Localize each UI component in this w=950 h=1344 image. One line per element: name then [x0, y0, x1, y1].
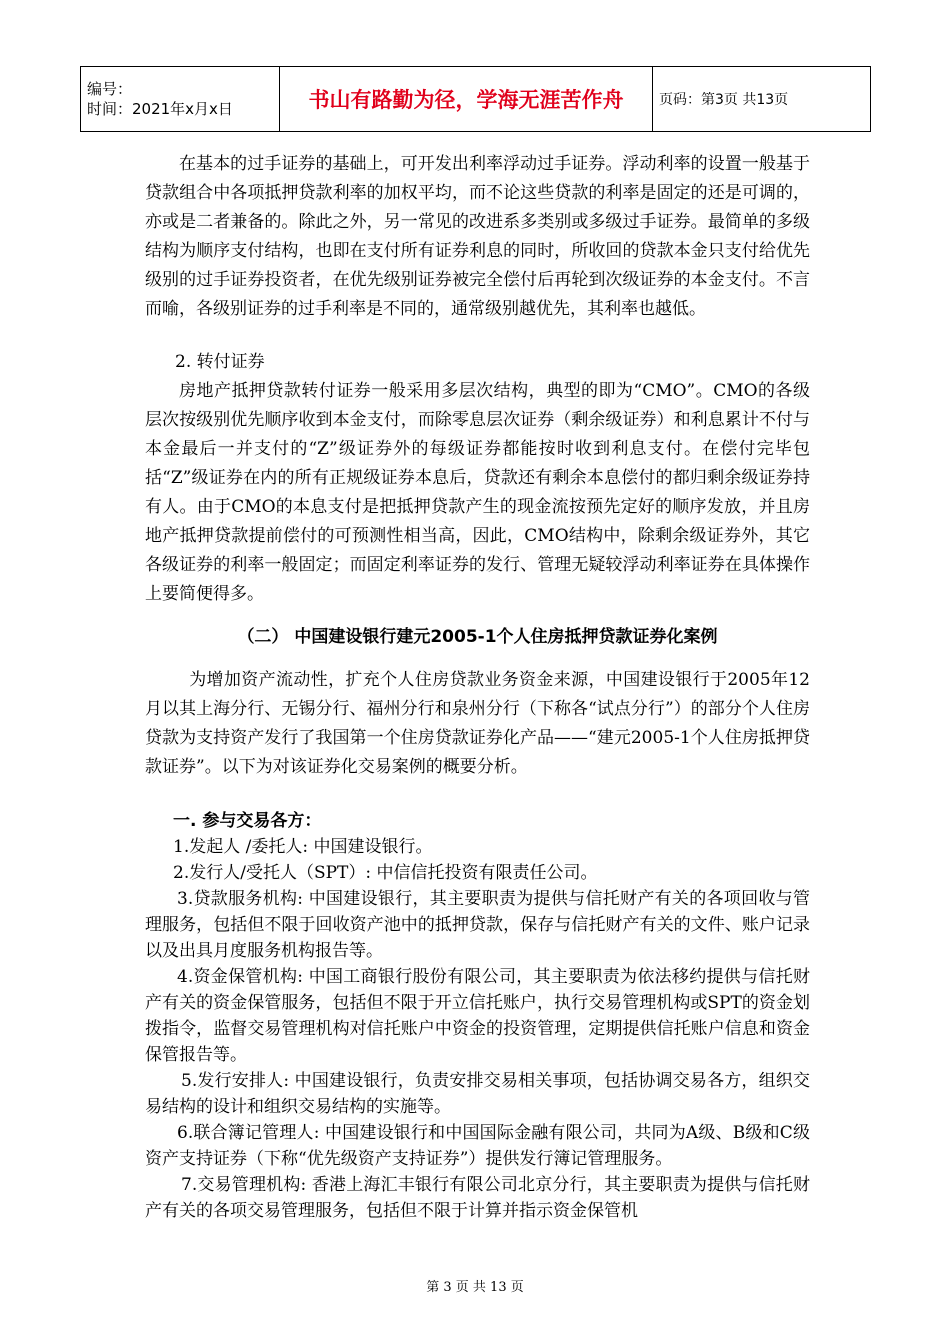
doc-date-label: 时间：2021年x月x日	[87, 100, 233, 118]
list-item-6: 6.联合簿记管理人: 中国建设银行和中国国际金融有限公司，共同为A级、B级和C级资产支持证券（下称“优先级资产支持证券”）提供发行簿记管理服务。	[145, 1123, 810, 1169]
list-item-4: 4.资金保管机构: 中国工商银行股份有限公司，其主要职责为依法移约提供与信托财产有关的资金保管服务，包括但不限于开立信托账户，执行交易管理机构或SPT的资金划拨指令，监督交易管理机构对信托账户中资金的投资管理，定期提供信托账户信息和资金保管报告等。	[145, 967, 810, 1065]
list-item-7: 7.交易管理机构: 香港上海汇丰银行有限公司北京分行，其主要职责为提供与信托财产有关的各项交易管理服务，包括但不限于计算并指示资金保管机	[145, 1175, 810, 1221]
header-table	[80, 66, 871, 132]
document-body	[145, 150, 810, 1224]
subheading-parties: 一. 参与交易各方：	[173, 811, 322, 831]
header-page-info: 页码：第3页 共13页	[653, 67, 871, 132]
header-meta	[81, 67, 280, 132]
paragraph-case-intro: 为增加资产流动性，扩充个人住房贷款业务资金来源，中国建设银行于2005年12月以其上海分行、无锡分行、福州分行和泉州分行（下称各“试点分行”）的部分个人住房贷款为支持资产发行了我国第一个住房贷款证券化产品——“建元2005-1个人住房抵押贷款证券”。以下为对该证券化交易案例的概要分析。	[145, 670, 810, 777]
list-item-5: 5.发行安排人: 中国建设银行，负责安排交易相关事项，包括协调交易各方，组织交易结构的设计和组织交易结构的实施等。	[145, 1071, 810, 1117]
list-item-1: 1.发起人 /委托人: 中国建设银行。	[173, 837, 433, 857]
doc-number-label: 编号：	[87, 80, 133, 98]
section-title-case: （二） 中国建设银行建元2005-1个人住房抵押贷款证券化案例	[237, 627, 718, 647]
paragraph-cmo: 房地产抵押贷款转付证券一般采用多层次结构，典型的即为“CMO”。CMO的各级层次按级别优先顺序收到本金支付，而除零息层次证券（剩余级证券）和利息累计不付与本金最后一并支付的“Z”级证券外的每级证券都能按时收到利息支付。在偿付完毕包括“Z”级证券在内的所有正规级证券本息后，贷款还有剩余本息偿付的都归剩余级证券持有人。由于CMO的本息支付是把抵押贷款产生的现金流按预先定好的顺序发放，并且房地产抵押贷款提前偿付的可预测性相当高，因此，CMO结构中，除剩余级证券外，其它各级证券的利率一般固定；而固定利率证券的发行、管理无疑较浮动利率证券在具体操作上要简便得多。	[145, 381, 810, 604]
page-footer: 第 3 页 共 13 页	[426, 1280, 524, 1295]
list-item-3: 3.贷款服务机构: 中国建设银行，其主要职责为提供与信托财产有关的各项回收与管理服务，包括但不限于回收资产池中的抵押贷款，保存与信托财产有关的文件、账户记录以及出具月度服务机构报告等。	[145, 889, 810, 961]
paragraph-floating-rate: 在基本的过手证券的基础上，可开发出利率浮动过手证券。浮动利率的设置一般基于贷款组合中各项抵押贷款利率的加权平均，而不论这些贷款的利率是固定的还是可调的，亦或是二者兼备的。除此之外，另一常见的改进系多类别或多级过手证券。最简单的多级结构为顺序支付结构，也即在支付所有证券利息的同时，所收回的贷款本金只支付给优先级别的过手证券投资者，在优先级别证券被完全偿付后再轮到次级证券的本金支付。不言而喻，各级别证券的过手利率是不同的，通常级别越优先，其利率也越低。	[145, 154, 810, 319]
list-item-2: 2.发行人/受托人（SPT）: 中信信托投资有限责任公司。	[173, 863, 598, 883]
heading-pay-through: 2. 转付证券	[175, 352, 265, 372]
header-motto: 书山有路勤为径，学海无涯苦作舟	[280, 67, 653, 132]
